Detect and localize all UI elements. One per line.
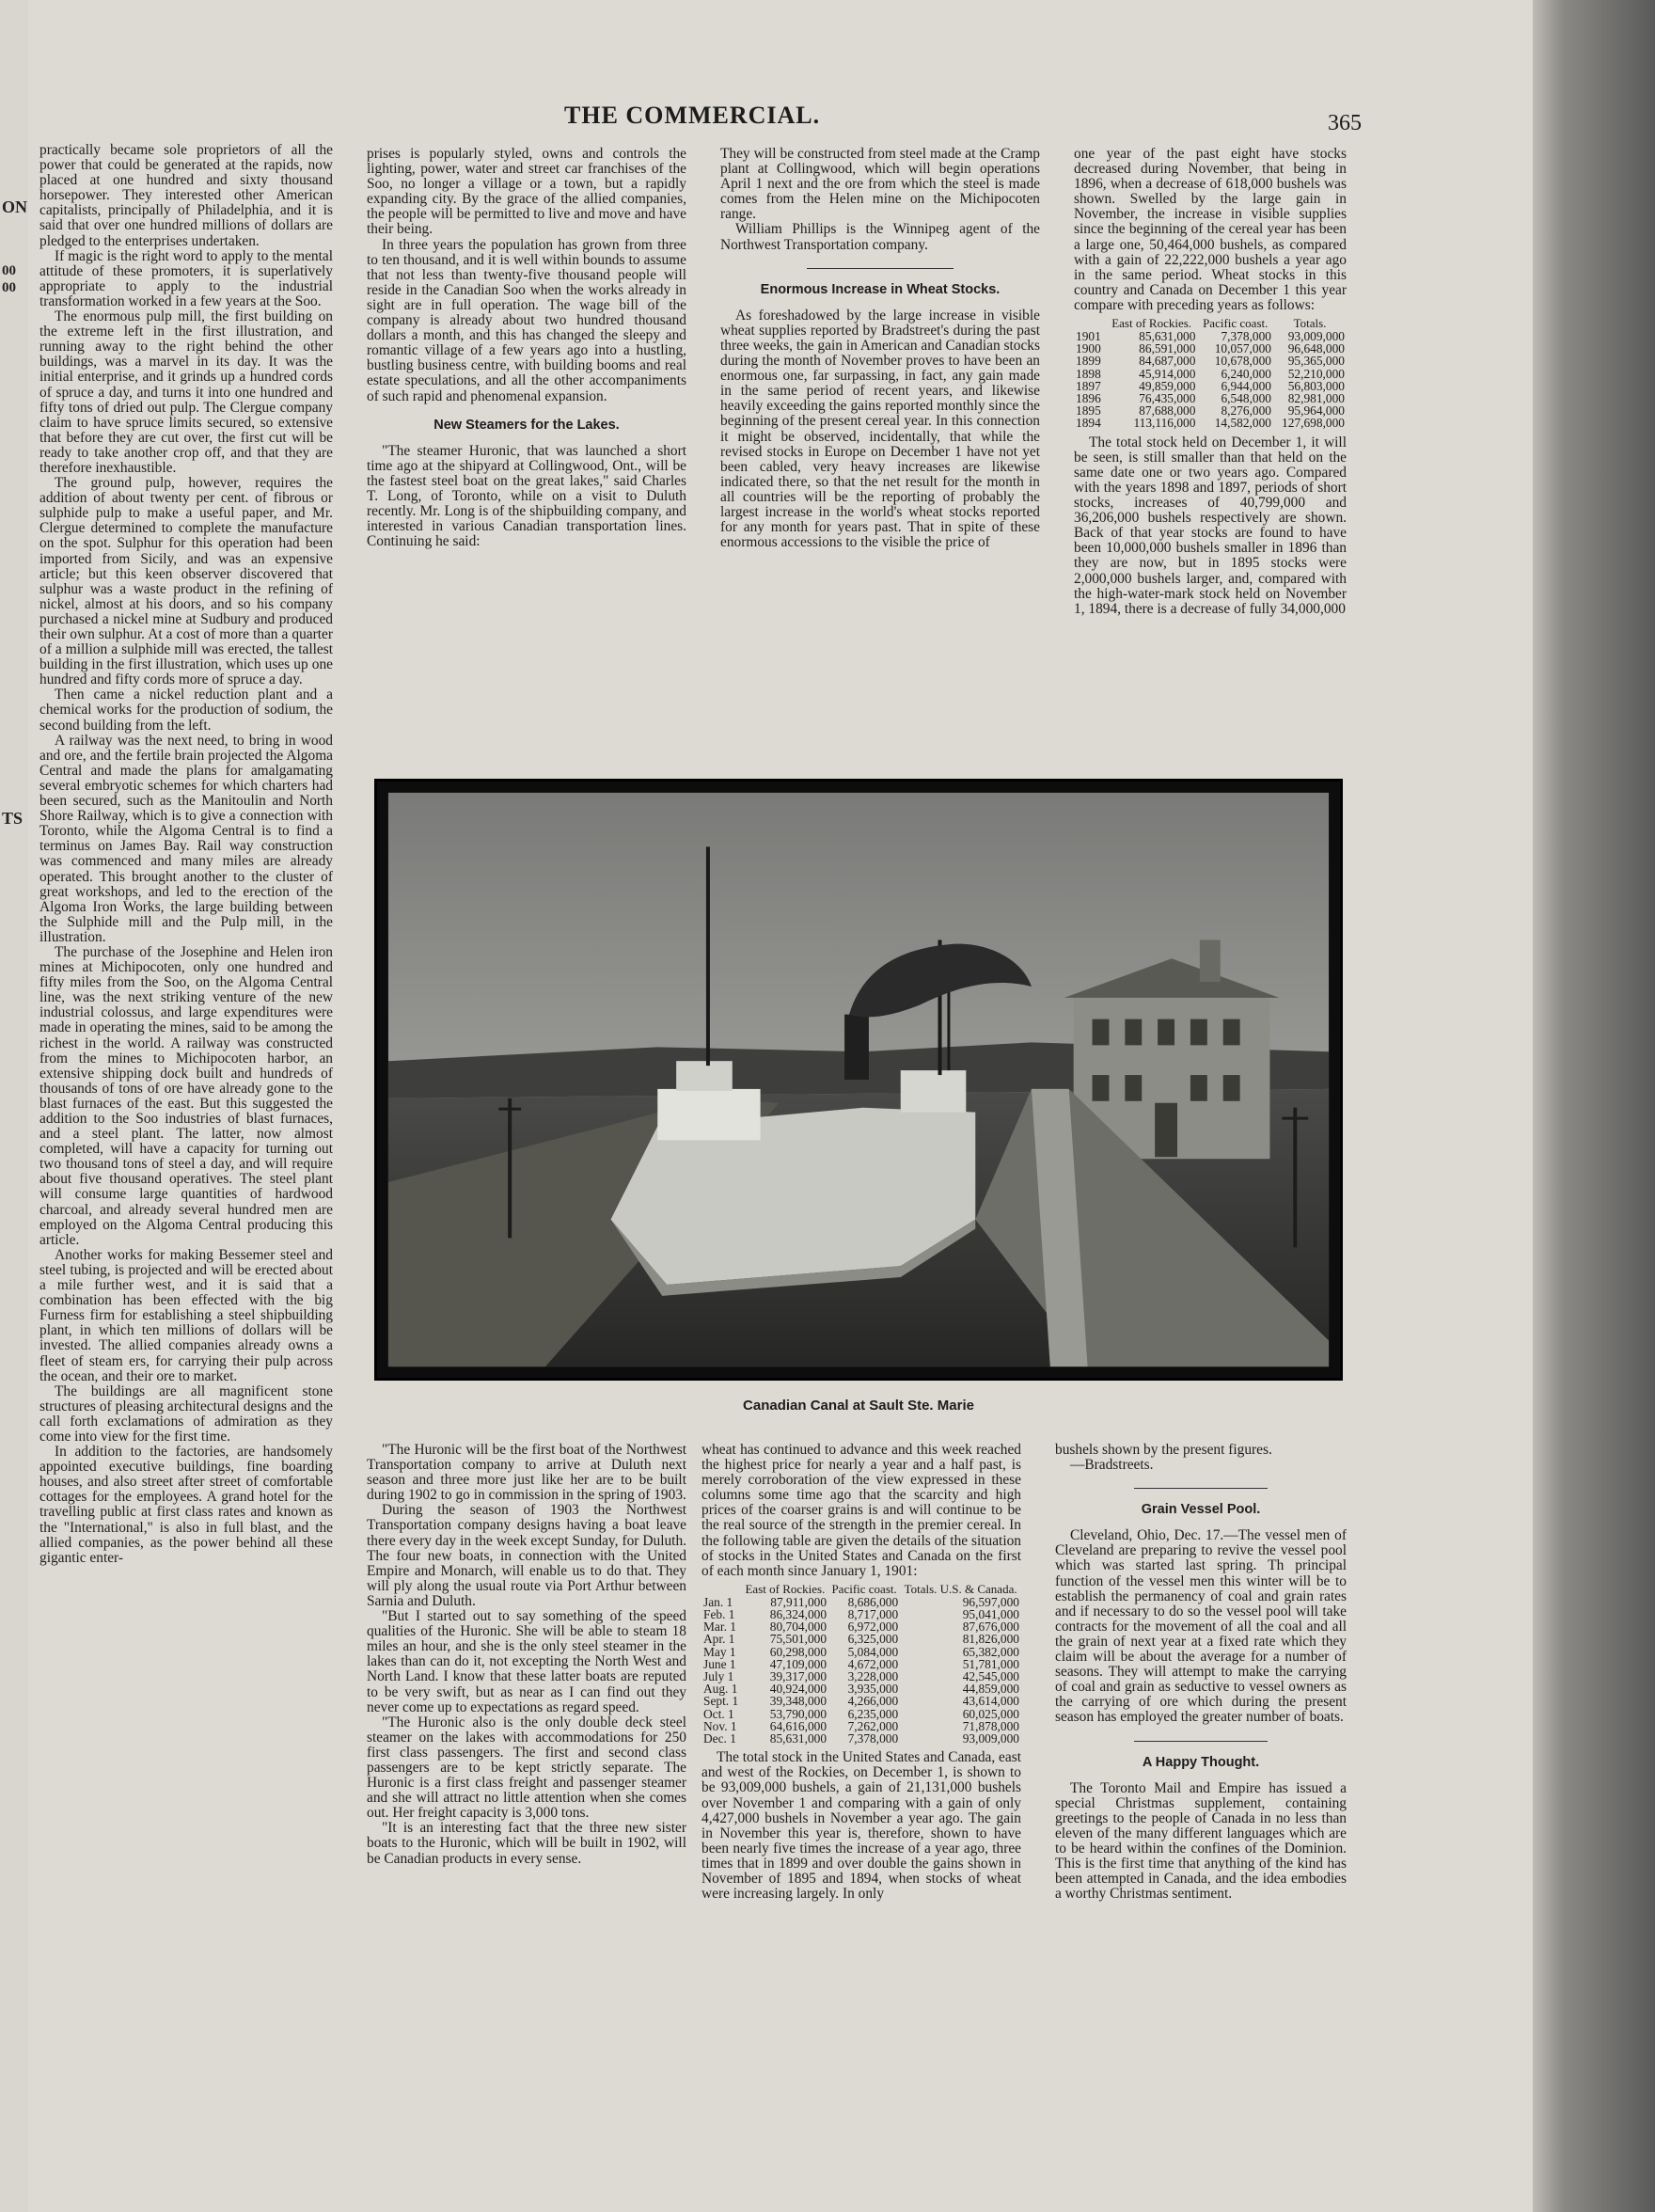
table-header-row: [701, 1583, 1021, 1596]
value-cell: 60,298,000: [769, 1644, 828, 1659]
paragraph: During the season of 1903 the Northwest Transportation company designs having a boat leave there every day in the week except Sunday, for Duluth. The four new boats, in connection with the United Empire and Monarch, will enable us to do that. They will ply along the usual route via Port Arthur between Sarnia and Duluth.: [367, 1502, 686, 1609]
value-cell: 4,266,000: [847, 1694, 899, 1709]
paragraph: The purchase of the Josephine and Helen iron mines at Michipocoten, only one hundred and fifty miles from the Soo, on the Algoma Central line, was the next striking venture of the new industrial colossus, and large expenditures were made in operating the mines, said to be among the richest in the world. A railway was constructed from the mines to Michipocoten harbor, an extensive shipping dock built and hundreds of thousands of tons of ore have already gone to the blast furnaces of the east. But this suggested the addition to the Soo industries of blast furnaces, and a steel plant. The latter, now almost completed, will have a capacity for turning out two thousand tons of steel a day, and will require about five thousand operatives. The steel plant will consume large quantities of hardwood charcoal, and already several hundred men are employed on the Algoma Central producing this article.: [39, 943, 333, 1248]
value-cell: 86,591,000: [1139, 341, 1196, 356]
column-4-top: [1074, 147, 1347, 771]
value-cell: 5,084,000: [847, 1644, 899, 1659]
value-cell: 8,686,000: [847, 1594, 899, 1609]
paragraph: They will be constructed from steel made at the Cramp plant at Collingwood, which will begin operations April 1 next and the ore from which the steel is made comes from the Helen mine on the Michipocoten range.: [720, 147, 1040, 223]
table-header-cell: Totals.: [1293, 316, 1327, 331]
paragraph: practically became sole proprietors of all the power that could be generated at the rapids, now placed at one hundred and sixty thousand horsepower. They interested other American capitalists, principally of Philadelphia, and it is said that over one hundred millions of dollars are pledged to the enterprises undertaken.: [39, 143, 333, 249]
value-cell: 95,365,000: [1287, 354, 1345, 369]
value-cell: 47,109,000: [769, 1656, 828, 1671]
paragraph: prises is popularly styled, owns and controls the lighting, power, water and street car franchises of the Soo, no longer a village or a town, but a rapidly expanding city. By the grace of the allied companies, the people will be permitted to live and move and have their being.: [367, 147, 686, 238]
value-cell: 95,964,000: [1287, 403, 1345, 419]
table-row: [701, 1695, 1021, 1707]
value-cell: 44,859,000: [962, 1682, 1019, 1697]
value-cell: 80,704,000: [769, 1620, 828, 1635]
table-header-cell: Pacific coast.: [1203, 316, 1269, 331]
value-cell: 86,324,000: [769, 1607, 828, 1622]
page-edge-shadow: [1533, 0, 1655, 2212]
paragraph: "It is an interesting fact that the three new sister boats to the Huronic, which will be built in 1902, will be Canadian products in every sense.: [367, 1820, 686, 1867]
value-cell: 85,631,000: [769, 1731, 828, 1746]
paragraph: "The steamer Huronic, that was launched a short time ago at the shipyard at Collingwood, Ont., will be the fastest steel boat on the great lakes," said Charles T. Long, of Toronto, while on a visit to Duluth recently. Mr. Long is of the shipbuilding company, and interested in various Canadian transportation lines. Continuing he said:: [367, 442, 686, 550]
value-cell: 43,614,000: [962, 1694, 1019, 1709]
row-label-cell: Feb. 1: [703, 1607, 735, 1622]
paragraph: The Toronto Mail and Empire has issued a special Christmas supplement, containing greetings to the people of Canada in no less than eleven of the many different languages which are to be heard within the confines of the Dominion. This is the first time that anything of the kind has been attempted in Canada, and the idea embodies a worthy Christmas sentiment.: [1055, 1779, 1347, 1903]
paragraph: The enormous pulp mill, the first building on the extreme left in the first illustration, and running away to the right behind the other buildings, was a marvel in its day. It was the initial enterprise, and it grinds up a hundred cords of spruce a day, and turns it into one hundred and fifty tons of dried out pulp. The Clergue company claim to have spruce limits secured, so extensive that before they are cut over, the first cut will be ready to take another crop off, and that they are therefore inexhaustible.: [39, 308, 333, 476]
value-cell: 6,240,000: [1221, 366, 1271, 381]
paragraph: bushels shown by the present figures.: [1055, 1443, 1272, 1458]
article-heading: Grain Vessel Pool.: [1141, 1502, 1261, 1518]
table-row: [701, 1646, 1021, 1658]
value-cell: 39,348,000: [769, 1694, 828, 1709]
row-label-cell: 1899: [1076, 354, 1101, 369]
paragraph: "But I started out to say something of the speed qualities of the Huronic. She will be able to steam 18 miles an hour, and she is the only steel steamer in the lakes than can do it, not excepting the North West and North Land. I know that these latter boats are reputed to be very swift, but as near as I can find out they never come up to expectations as regard speed.: [367, 1608, 686, 1715]
masthead: THE COMMERCIAL.: [564, 102, 821, 129]
article-heading: A Happy Thought.: [1142, 1754, 1260, 1770]
value-cell: 6,325,000: [847, 1632, 899, 1647]
strip-fragment: ON: [2, 198, 27, 216]
value-cell: 8,717,000: [847, 1607, 899, 1622]
paragraph: "The Huronic also is the only double deck steel steamer on the lakes with accommodations for 250 first class passengers. The first and second class passengers are to be kept strictly separate. The Huronic is a first class freight and passenger steamer and she will attract no little attention when she comes out. Her freight capacity is 3,000 tons.: [367, 1714, 686, 1822]
paragraph: Another works for making Bessemer steel and steel tubing, is projected and will be erected about a mile further west, and it is said that a combination has been effected with the big Furness firm for establishing a steel shipbuilding plant, in which ten millions of dollars will be invested. The allied companies already owns a fleet of steam ers, for carrying their pulp across the ocean, and their ore to market.: [39, 1246, 333, 1384]
table-row: [701, 1633, 1021, 1645]
value-cell: 96,597,000: [962, 1594, 1019, 1609]
value-cell: 7,378,000: [847, 1731, 899, 1746]
value-cell: 6,235,000: [847, 1706, 899, 1721]
table-row: [701, 1732, 1021, 1745]
stocks-by-year-table: [1074, 317, 1347, 430]
value-cell: 10,678,000: [1214, 354, 1271, 369]
value-cell: 7,378,000: [1221, 329, 1271, 344]
value-cell: 65,382,000: [962, 1644, 1019, 1659]
adjacent-page-strip: [0, 0, 30, 2212]
value-cell: 39,317,000: [769, 1669, 828, 1684]
canal-photograph: [374, 779, 1343, 1381]
row-label-cell: 1896: [1076, 391, 1101, 406]
paragraph: In addition to the factories, are handsomely appointed executive buildings, fine boarding houses, and also street after street of comfortable cottages for the employees. A grand hotel for the travelling public at first class rates and known as the "International," is also in full blast, and the allied companies, as the power behind all these gigantic enter-: [39, 1444, 333, 1566]
strip-fragment: 00: [2, 280, 16, 295]
value-cell: 82,981,000: [1287, 391, 1345, 406]
photo-caption: Canadian Canal at Sault Ste. Marie: [743, 1398, 974, 1414]
row-label-cell: June 1: [703, 1656, 736, 1671]
strip-fragment: TS: [2, 809, 24, 828]
value-cell: 84,687,000: [1139, 354, 1196, 369]
value-cell: 52,210,000: [1287, 366, 1345, 381]
value-cell: 64,616,000: [769, 1718, 828, 1733]
row-label-cell: Jan. 1: [703, 1594, 733, 1609]
value-cell: 10,057,000: [1214, 341, 1271, 356]
row-label-cell: May 1: [703, 1644, 736, 1659]
table-row: [1074, 355, 1347, 367]
row-label-cell: 1897: [1076, 378, 1101, 393]
value-cell: 42,545,000: [962, 1669, 1019, 1684]
row-label-cell: Apr. 1: [703, 1632, 735, 1647]
value-cell: 71,878,000: [962, 1718, 1019, 1733]
column-2-top: [367, 147, 686, 771]
value-cell: 4,672,000: [847, 1656, 899, 1671]
table-header-row: [1074, 317, 1347, 330]
row-label-cell: Dec. 1: [703, 1731, 736, 1746]
table-row: [701, 1708, 1021, 1720]
value-cell: 113,116,000: [1133, 416, 1196, 431]
value-cell: 93,009,000: [962, 1731, 1019, 1746]
paragraph: The buildings are all magnificent stone structures of pleasing architectural designs and the call forth exclamations of admiration as they come into view for the first time.: [39, 1382, 333, 1445]
value-cell: 40,924,000: [769, 1682, 828, 1697]
value-cell: 53,790,000: [769, 1706, 828, 1721]
column-2-bottom: [367, 1443, 686, 2105]
paragraph: Then came a nickel reduction plant and a chemical works for the production of sodium, the second building from the left.: [39, 687, 333, 734]
value-cell: 93,009,000: [1287, 329, 1345, 344]
paragraph: If magic is the right word to apply to the mental attitude of these promoters, it is superlatively appropriate to apply to the industrial transformation worked in a few years at the Soo.: [39, 247, 333, 309]
value-cell: 6,548,000: [1221, 391, 1271, 406]
row-label-cell: July 1: [703, 1669, 734, 1684]
section-rule: [807, 268, 954, 269]
value-cell: 81,826,000: [962, 1632, 1019, 1647]
value-cell: 96,648,000: [1287, 341, 1345, 356]
column-3-top: [720, 147, 1040, 771]
value-cell: 85,631,000: [1139, 329, 1196, 344]
article-heading: New Steamers for the Lakes.: [433, 417, 620, 433]
source-credit: —Bradstreets.: [1070, 1457, 1154, 1474]
table-row: [1074, 417, 1347, 429]
value-cell: 6,972,000: [847, 1620, 899, 1635]
value-cell: 3,935,000: [847, 1682, 899, 1697]
value-cell: 95,041,000: [962, 1607, 1019, 1622]
column-4-bottom: [1055, 1443, 1347, 2105]
section-rule: [1134, 1741, 1269, 1742]
row-label-cell: Mar. 1: [703, 1620, 736, 1635]
row-label-cell: 1895: [1076, 403, 1101, 419]
value-cell: 45,914,000: [1139, 366, 1196, 381]
row-label-cell: 1898: [1076, 366, 1101, 381]
value-cell: 76,435,000: [1139, 391, 1196, 406]
table-header-cell: Pacific coast.: [831, 1581, 897, 1596]
row-label-cell: 1900: [1076, 341, 1101, 356]
value-cell: 127,698,000: [1282, 416, 1345, 431]
canal-photo-illustration: [377, 782, 1340, 1378]
value-cell: 56,803,000: [1287, 378, 1345, 393]
row-label-cell: Nov. 1: [703, 1718, 737, 1733]
table-header-cell: East of Rockies.: [745, 1581, 826, 1596]
paragraph: The ground pulp, however, requires the addition of about twenty per cent. of fibrous or sulphide pulp to make a useful paper, and Mr. Clergue determined to complete the manufacture on the spot. Sulphur for this operation had been imported from Sicily, and was an expensive article; but this keen observer discovered that sulphur was a waste product in the refining of nickel, almost at his doors, and so his company purchased a nickel mine at Sudbury and produced their own sulphur. At a cost of more than a quarter of a million a sulphide mill was erected, the tallest building in the first illustration, which uses up one hundred and fifty cords more of spruce a day.: [39, 475, 333, 688]
table-header-cell: [701, 1583, 742, 1596]
value-cell: 87,911,000: [770, 1594, 828, 1609]
paragraph: "The Huronic will be the first boat of the Northwest Transportation company to arrive at Duluth next season and three more just like her are to be built during 1902 to go in commission in the spring of 1903.: [367, 1443, 686, 1504]
table-header-cell: East of Rockies.: [1111, 316, 1192, 331]
value-cell: 14,582,000: [1214, 416, 1271, 431]
row-label-cell: Sept. 1: [703, 1694, 739, 1709]
column-1: [39, 143, 333, 2086]
column-3-bottom: [701, 1443, 1021, 2105]
row-label-cell: Oct. 1: [703, 1706, 734, 1721]
paragraph: wheat has continued to advance and this week reached the highest price for nearly a year and a half past, is merely corroboration of the view expressed in these columns some time ago that the scarcity and high prices of the coarser grains is and will continue to be the real source of the strength in the premier cereal. In the following table are given the details of the situation of stocks in the United States and Canada on the first of each month since January 1, 1901:: [701, 1443, 1021, 1579]
value-cell: 7,262,000: [847, 1718, 899, 1733]
value-cell: 87,688,000: [1139, 403, 1196, 419]
table-row: [1074, 368, 1347, 380]
row-label-cell: 1901: [1076, 329, 1101, 344]
value-cell: 87,676,000: [962, 1620, 1019, 1635]
monthly-stocks-table: [701, 1583, 1021, 1745]
value-cell: 49,859,000: [1139, 378, 1196, 393]
paragraph: Cleveland, Ohio, Dec. 17.—The vessel men of Cleveland are preparing to revive the vessel pool which was started last spring. Th principal function of the vessel men this winter will be to establish the permanency of coal and grain rates and if necessary to do so the vessel pool will take contracts for the movement of all the coal and all the grain of next year at a fixed rate which they claim will be about the average for a number of seasons. They will attempt to make the carrying of coal and grain as seductive to vessel owners as the carrying of ore which during the present season has employed the greater number of boats.: [1055, 1527, 1347, 1726]
paragraph: The total stock in the United States and Canada, east and west of the Rockies, on December 1, is shown to be 93,009,000 bushels, a gain of 21,131,000 bushels over November 1 and comparing with a gain of only 4,427,000 bushels in November a year ago. The gain in November this year is, therefore, shown to have been nearly five times the increase of a year ago, three times that in 1899 and over double the gains shown in November of 1895 and 1894, when stocks of wheat were increasing largely. In only: [701, 1749, 1021, 1903]
row-label-cell: Aug. 1: [703, 1682, 738, 1697]
value-cell: 75,501,000: [769, 1632, 828, 1647]
paragraph: As foreshadowed by the large increase in visible wheat supplies reported by Bradstreet's during the past three weeks, the gain in American and Canadian stocks during the month of November proves to have been an enormous one, far surpassing, in fact, any gain made in the same period of recent years, and likewise heavily exceeding the gains reported monthly since the beginning of the present cereal year. In this connection it might be observed, incidentally, that while the revised stocks in Europe on December 1 have not yet been cabled, very heavy increases are likewise indicated there, so that the net result for the month in all countries will be the reporting of probably the largest increase in the world's wheat stocks reported for any month for years past. That in spite of these enormous accessions to the visible the price of: [720, 307, 1040, 551]
table-header-cell: Totals. U.S. & Canada.: [904, 1581, 1017, 1596]
value-cell: 3,228,000: [847, 1669, 899, 1684]
row-label-cell: 1894: [1076, 416, 1101, 431]
value-cell: 6,944,000: [1221, 378, 1271, 393]
paragraph: William Phillips is the Winnipeg agent of the Northwest Transportation company.: [720, 221, 1040, 253]
paragraph: A railway was the next need, to bring in wood and ore, and the fertile brain projected the Algoma Central and made the plans for amalgamating several embryotic schemes for which charters had been secured, such as the Manitoulin and North Shore Railway, which is to give a connection with Toronto, while the Algoma Central is to find a terminus on James Bay. Rail way construction was commenced and many miles are already operated. This brought another to the cluster of great workshops, and led to the erection of the Algoma Iron Works, the large building between the Sulphide mill and the Pulp mill, in the illustration.: [39, 732, 333, 945]
article-heading: Enormous Increase in Wheat Stocks.: [760, 281, 1001, 297]
paragraph: one year of the past eight have stocks decreased during November, that being in 1896, when a decrease of 618,000 bushels was shown. Swelled by the large gain in November, the increase in visible supplies since the beginning of the cereal year has been a large one, 50,464,000 bushels, as compared with a gain of 22,222,000 bushels a year ago in the same period. Wheat stocks in this country and Canada on December 1 this year compare with preceding years as follows:: [1074, 147, 1347, 313]
section-rule: [1134, 1488, 1269, 1489]
paragraph: In three years the population has grown from three to ten thousand, and it is well within bounds to assume that not less than twenty-five thousand people will reside in the Canadian Soo when the works already in sight are in full operation. The wage bill of the company is already about two hundred thousand dollars a month, and this has changed the sleepy and romantic village of a few years ago into a hustling, bustling business centre, with building booms and real estate speculations, and all the other accompaniments of such rapid and phenomenal expansion.: [367, 236, 686, 404]
value-cell: 8,276,000: [1221, 403, 1271, 419]
value-cell: 51,781,000: [962, 1656, 1019, 1671]
value-cell: 60,025,000: [962, 1706, 1019, 1721]
page-number: 365: [1328, 111, 1362, 135]
table-header-cell: [1074, 317, 1106, 330]
strip-fragment: 00: [2, 263, 16, 278]
paragraph: The total stock held on December 1, it will be seen, is still smaller than that held on the same date one or two years ago. Compared with the years 1898 and 1897, periods of short stocks, increases of 40,799,000 and 36,206,000 bushels respectively are shown. Back of that year stocks are found to have been 10,000,000 bushels smaller in 1896 than they are now, but in 1895 stocks were 2,000,000 bushels larger, and, compared with the high-water-mark stock held on November 1, 1894, there is a decrease of fully 34,000,000: [1074, 434, 1347, 617]
